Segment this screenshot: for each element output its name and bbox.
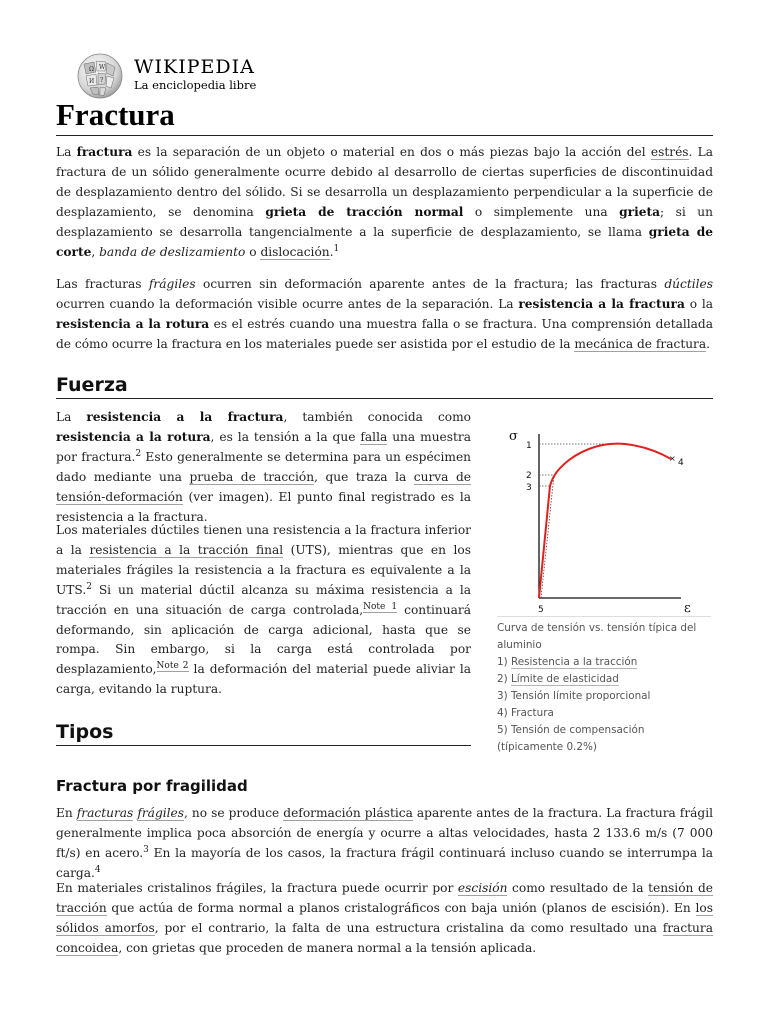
stress-strain-curve [539, 444, 671, 598]
bold-term: fractura [76, 145, 133, 159]
note-1-link[interactable]: Note 1 [363, 601, 398, 612]
text: continuará deformando, sin aplicación de carga adicional, hasta que se rompa. Sin embargo, si la carga está controlada por desplazamiento, [56, 602, 471, 677]
bold-term: grieta [619, 204, 660, 219]
intro-paragraph-2 [56, 275, 713, 355]
svg-text:W: W [99, 64, 106, 71]
x-axis-label: ε [684, 601, 691, 616]
link-deformacion-plastica[interactable]: deformación plástica [283, 806, 413, 820]
reference-3[interactable]: 3 [143, 844, 149, 855]
fuerza-paragraph-2 [56, 521, 471, 700]
caption-item-4: 4) Fractura [497, 707, 554, 719]
stress-strain-figure [497, 420, 711, 756]
stress-strain-diagram[interactable] [497, 420, 711, 616]
reference-2[interactable]: 2 [135, 448, 142, 459]
tipos-paragraph-2 [56, 879, 713, 959]
link-falla[interactable]: falla [360, 429, 388, 444]
text: Esto generalmente se determina para un espécimen dado mediante una [56, 449, 472, 484]
link-tension-de-traccion[interactable]: tensión de tracción [56, 881, 713, 915]
text: , no se produce [184, 806, 284, 820]
text: , [91, 244, 100, 259]
link-fracturas[interactable]: fracturas [76, 806, 134, 820]
link-resistencia-traccion-final[interactable]: resistencia a la tracción final [89, 542, 284, 557]
point-label-4: 4 [678, 458, 684, 468]
text: (UTS), mientras que en los materiales frágiles la resistencia a la fractura es equivalente a la UTS. [56, 542, 471, 597]
wikipedia-wordmark[interactable] [134, 56, 256, 92]
text: como resultado de la [507, 881, 649, 895]
link-dislocacion[interactable]: dislocación [260, 244, 330, 259]
text: En la mayoría de los casos, la fractura frágil continuará incluso cuando se interrumpa la carga. [56, 845, 713, 880]
text: es el estrés cuando una muestra falla o se fractura. Una comprensión detallada de cómo ocurre la fractura en los materiales puede ser asistida por el estudio de la [56, 316, 713, 351]
link-curva-tension-deformacion[interactable]: curva de tensión-deformación [56, 469, 471, 504]
text: , con grietas que proceden de manera normal a la tensión aplicada. [118, 940, 537, 955]
y-axis-label: σ [509, 429, 518, 444]
bold-term: grieta de corte [56, 224, 714, 259]
text: (ver imagen). El punto final registrado es la resistencia a la fractura. [56, 489, 471, 524]
caption-item-3: 3) Tensión límite proporcional [497, 690, 651, 702]
bold-term: resistencia a la rotura [56, 316, 210, 331]
text: aparente antes de la fractura. La fractura frágil generalmente implica poca absorción de energía y ocurre a altas velocidades, hasta 2 133.6 m/s (7 000 ft/s) en acero. [56, 806, 714, 860]
text: ocurren cuando la deformación visible ocurre antes de la separación. La [56, 296, 519, 311]
point-label-3: 3 [526, 483, 532, 493]
text: Las fracturas [56, 277, 149, 291]
link-limite-de-elasticidad[interactable]: Límite de elasticidad [510, 673, 619, 685]
offset-line [541, 475, 554, 598]
subsection-heading-fragilidad: Fractura por fragilidad [56, 777, 248, 795]
text: , que traza la [314, 469, 414, 484]
text: una muestra por fractura. [56, 429, 471, 464]
bold-term: resistencia a la rotura [56, 429, 211, 444]
link-escision[interactable]: escisión [457, 881, 508, 895]
text: . La fractura de un sólido generalmente ocurre debido al desarrollo de ciertas superficies de discontinuidad de desplazamiento dentro del sólido. Si se desarrolla un desplazamiento perpendicular a la superficie de desplazamiento, se denomina [56, 145, 714, 219]
text: o simplemente una [463, 204, 620, 219]
bold-term: grieta de tracción normal [265, 204, 464, 219]
text: . [706, 336, 711, 351]
section-heading-fuerza: Fuerza [56, 372, 713, 399]
text: , también conocida como [283, 410, 472, 424]
link-estres[interactable]: estrés [650, 145, 689, 159]
text: Los materiales dúctiles tienen una resistencia a la fractura inferior a la [56, 523, 471, 557]
point-label-1: 1 [526, 441, 532, 451]
text: 2) [497, 673, 511, 685]
page-title: Fractura [56, 96, 713, 136]
svg-text:?: ? [100, 77, 104, 84]
bold-term: resistencia a la fractura [518, 296, 685, 311]
text: ocurren sin deformación aparente antes de la fractura; las fracturas [195, 277, 665, 291]
figure-caption [497, 616, 711, 756]
bold-term: resistencia a la fractura [86, 410, 284, 424]
svg-text:Ω: Ω [89, 66, 94, 73]
text: Si un material dúctil alcanza su máxima resistencia a la tracción en una situación de carga controlada, [56, 582, 471, 617]
site-tagline: La enciclopedia libre [134, 78, 257, 92]
wikipedia-globe-logo[interactable] [74, 52, 126, 100]
intro-paragraph-1 [56, 143, 713, 262]
reference-2[interactable]: 2 [86, 581, 92, 592]
note-2-link[interactable]: Note 2 [156, 661, 189, 672]
text: es la separación de un objeto o material en dos o más piezas bajo la acción del [132, 145, 651, 159]
text: o la [684, 296, 714, 311]
link-prueba-de-traccion[interactable]: prueba de tracción [189, 469, 315, 484]
caption-item-2 [497, 671, 711, 688]
text: . [329, 244, 334, 259]
text: que actúa de forma normal a planos cristalográficos con baja unión (planos de escisión). En [106, 900, 696, 915]
site-name: WIKIPEDIA [134, 56, 255, 78]
text: La [56, 410, 87, 424]
text: o [245, 244, 261, 259]
caption-item-5: 5) Tensión de compensación (típicamente 0.2%) [497, 724, 645, 753]
text: , por el contrario, la falta de una estructura cristalina da como resultado una [154, 920, 663, 935]
link-mecanica-de-fractura[interactable]: mecánica de fractura [574, 336, 707, 351]
caption-item-1 [497, 654, 711, 671]
text: , es la tensión a la que [210, 429, 361, 444]
reference-1[interactable]: 1 [333, 243, 340, 254]
reference-4[interactable]: 4 [94, 864, 101, 875]
point-label-2: 2 [526, 471, 532, 481]
text: La [56, 145, 77, 159]
globe-icon [74, 52, 126, 100]
svg-text:И: И [89, 78, 95, 85]
link-fractura-concoidea[interactable]: fractura concoidea [56, 920, 713, 955]
text: la deformación del material puede aliviar la carga, evitando la ruptura. [56, 662, 471, 697]
text: ; si un desplazamiento se desarrolla tangencialmente a la superficie de desplazamiento, se llama [56, 204, 713, 239]
text: En materiales cristalinos frágiles, la fractura puede ocurrir por [56, 881, 458, 895]
italic-term: frágiles [148, 277, 196, 291]
text: 1) [497, 656, 511, 668]
caption-line: Curva de tensión vs. tensión típica del aluminio [497, 622, 697, 651]
link-solidos-amorfos[interactable]: los sólidos amorfos [56, 900, 713, 935]
tipos-paragraph-1 [56, 804, 713, 884]
fuerza-paragraph-1 [56, 408, 471, 527]
link-fragiles[interactable]: frágiles [137, 806, 185, 820]
fracture-mark: × [669, 454, 676, 463]
text: En [56, 806, 77, 820]
section-heading-tipos: Tipos [56, 719, 471, 746]
italic-term: dúctiles [664, 277, 713, 291]
point-label-5: 5 [538, 605, 544, 615]
italic-term: banda de deslizamiento [99, 244, 246, 259]
link-resistencia-a-la-traccion[interactable]: Resistencia a la tracción [510, 656, 638, 668]
